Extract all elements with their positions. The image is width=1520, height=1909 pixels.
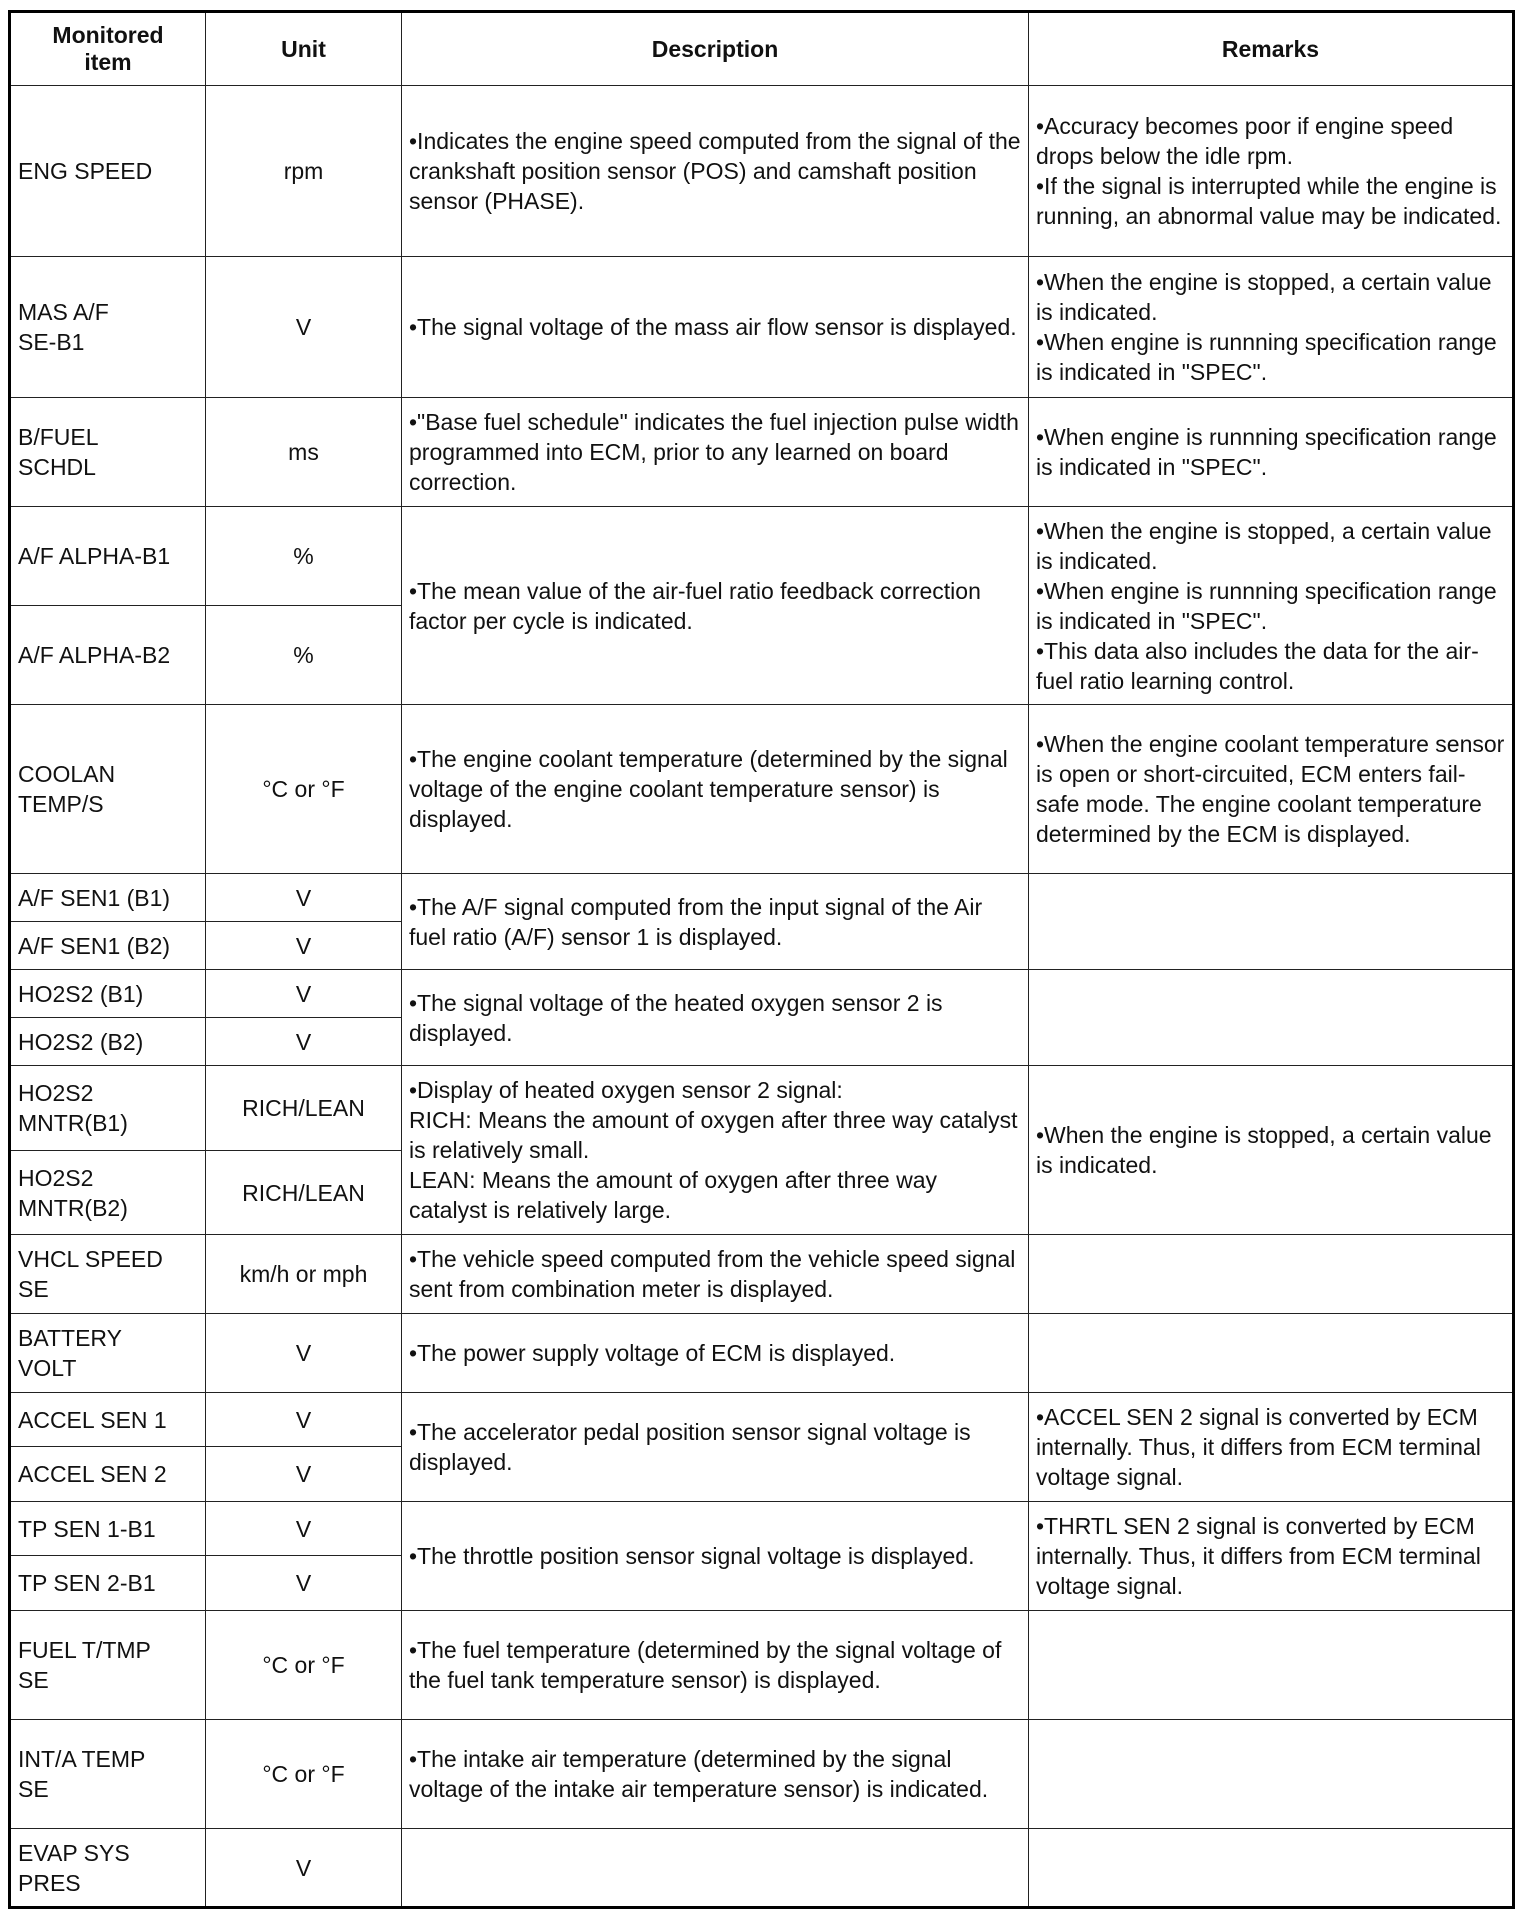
item-cell: EVAP SYS PRES (10, 1829, 206, 1908)
remarks-cell: •When the engine is stopped, a certain value is indicated. (1029, 1066, 1514, 1235)
table-row (10, 86, 1514, 257)
unit-cell: rpm (206, 86, 402, 257)
description-cell: •The throttle position sensor signal voltage is displayed. (402, 1502, 1029, 1611)
unit-cell: ms (206, 398, 402, 507)
table-row (10, 1066, 1514, 1151)
remarks-cell (1029, 1235, 1514, 1314)
item-cell: INT/A TEMP SE (10, 1720, 206, 1829)
table-row (10, 705, 1514, 874)
header-unit: Unit (206, 12, 402, 86)
item-cell: A/F SEN1 (B1) (10, 874, 206, 922)
description-cell: •The mean value of the air-fuel ratio feedback correction factor per cycle is indicated. (402, 507, 1029, 705)
unit-cell: °C or °F (206, 705, 402, 874)
item-cell: VHCL SPEED SE (10, 1235, 206, 1314)
remarks-cell (1029, 1314, 1514, 1393)
unit-cell: °C or °F (206, 1611, 402, 1720)
description-cell: •"Base fuel schedule" indicates the fuel injection pulse width programmed into ECM, prior to any learned on board correction. (402, 398, 1029, 507)
unit-cell: V (206, 1829, 402, 1908)
table-row (10, 507, 1514, 606)
unit-cell: V (206, 1502, 402, 1556)
item-cell: TP SEN 2-B1 (10, 1556, 206, 1611)
item-cell: COOLAN TEMP/S (10, 705, 206, 874)
unit-cell: V (206, 257, 402, 398)
table-row (10, 1314, 1514, 1393)
description-cell: •Display of heated oxygen sensor 2 signal: RICH: Means the amount of oxygen after three way catalyst is relatively small. LEAN: Means the amount of oxygen after three way catalyst is relatively large. (402, 1066, 1029, 1235)
unit-cell: V (206, 1314, 402, 1393)
table-row (10, 874, 1514, 922)
unit-cell: V (206, 922, 402, 970)
unit-cell: % (206, 507, 402, 606)
description-cell: •The signal voltage of the mass air flow sensor is displayed. (402, 257, 1029, 398)
unit-cell: km/h or mph (206, 1235, 402, 1314)
table-row (10, 1611, 1514, 1720)
item-cell: ENG SPEED (10, 86, 206, 257)
table-row (10, 1393, 1514, 1447)
remarks-cell: •ACCEL SEN 2 signal is converted by ECM internally. Thus, it differs from ECM terminal voltage signal. (1029, 1393, 1514, 1502)
remarks-cell: •When the engine coolant temperature sensor is open or short-circuited, ECM enters fail-safe mode. The engine coolant temperature determined by the ECM is displayed. (1029, 705, 1514, 874)
unit-cell: V (206, 1556, 402, 1611)
remarks-cell (1029, 970, 1514, 1066)
item-cell: HO2S2 (B2) (10, 1018, 206, 1066)
description-cell: •The power supply voltage of ECM is displayed. (402, 1314, 1029, 1393)
remarks-cell: •THRTL SEN 2 signal is converted by ECM internally. Thus, it differs from ECM terminal voltage signal. (1029, 1502, 1514, 1611)
unit-cell: V (206, 970, 402, 1018)
unit-cell: V (206, 1393, 402, 1447)
table-row (10, 1235, 1514, 1314)
table-row (10, 257, 1514, 398)
table-row (10, 970, 1514, 1018)
description-cell: •The engine coolant temperature (determined by the signal voltage of the engine coolant temperature sensor) is displayed. (402, 705, 1029, 874)
description-cell: •The vehicle speed computed from the vehicle speed signal sent from combination meter is displayed. (402, 1235, 1029, 1314)
monitored-items-table (8, 10, 1515, 1909)
item-cell: ACCEL SEN 1 (10, 1393, 206, 1447)
item-cell: HO2S2 (B1) (10, 970, 206, 1018)
item-cell: BATTERY VOLT (10, 1314, 206, 1393)
header-remarks: Remarks (1029, 12, 1514, 86)
table-header-row (10, 12, 1514, 86)
remarks-cell (1029, 1611, 1514, 1720)
unit-cell: V (206, 1018, 402, 1066)
description-cell: •The signal voltage of the heated oxygen sensor 2 is displayed. (402, 970, 1029, 1066)
item-cell: HO2S2 MNTR(B2) (10, 1151, 206, 1235)
unit-cell: °C or °F (206, 1720, 402, 1829)
item-cell: ACCEL SEN 2 (10, 1447, 206, 1502)
header-description: Description (402, 12, 1029, 86)
item-cell: A/F ALPHA-B2 (10, 606, 206, 705)
item-cell: MAS A/F SE-B1 (10, 257, 206, 398)
remarks-cell: •When the engine is stopped, a certain value is indicated. •When engine is runnning specification range is indicated in "SPEC". (1029, 257, 1514, 398)
table-row (10, 398, 1514, 507)
item-cell: FUEL T/TMP SE (10, 1611, 206, 1720)
item-cell: A/F ALPHA-B1 (10, 507, 206, 606)
description-cell: •The A/F signal computed from the input signal of the Air fuel ratio (A/F) sensor 1 is displayed. (402, 874, 1029, 970)
item-cell: TP SEN 1-B1 (10, 1502, 206, 1556)
remarks-cell (1029, 1720, 1514, 1829)
table-row (10, 1720, 1514, 1829)
description-cell: •The fuel temperature (determined by the signal voltage of the fuel tank temperature sensor) is displayed. (402, 1611, 1029, 1720)
unit-cell: RICH/LEAN (206, 1066, 402, 1151)
remarks-cell: •When the engine is stopped, a certain value is indicated. •When engine is runnning specification range is indicated in "SPEC". •This data also includes the data for the air-fuel ratio learning control. (1029, 507, 1514, 705)
item-cell: B/FUEL SCHDL (10, 398, 206, 507)
description-cell: •Indicates the engine speed computed from the signal of the crankshaft position sensor (POS) and camshaft position sensor (PHASE). (402, 86, 1029, 257)
unit-cell: % (206, 606, 402, 705)
table-row (10, 1502, 1514, 1556)
header-monitored-item: Monitored item (10, 12, 206, 86)
remarks-cell (1029, 874, 1514, 970)
unit-cell: V (206, 1447, 402, 1502)
remarks-cell: •When engine is runnning specification range is indicated in "SPEC". (1029, 398, 1514, 507)
remarks-cell: •Accuracy becomes poor if engine speed drops below the idle rpm. •If the signal is interrupted while the engine is running, an abnormal value may be indicated. (1029, 86, 1514, 257)
item-cell: HO2S2 MNTR(B1) (10, 1066, 206, 1151)
description-cell: •The accelerator pedal position sensor signal voltage is displayed. (402, 1393, 1029, 1502)
unit-cell: RICH/LEAN (206, 1151, 402, 1235)
description-cell: •The intake air temperature (determined by the signal voltage of the intake air temperature sensor) is indicated. (402, 1720, 1029, 1829)
item-cell: A/F SEN1 (B2) (10, 922, 206, 970)
unit-cell: V (206, 874, 402, 922)
